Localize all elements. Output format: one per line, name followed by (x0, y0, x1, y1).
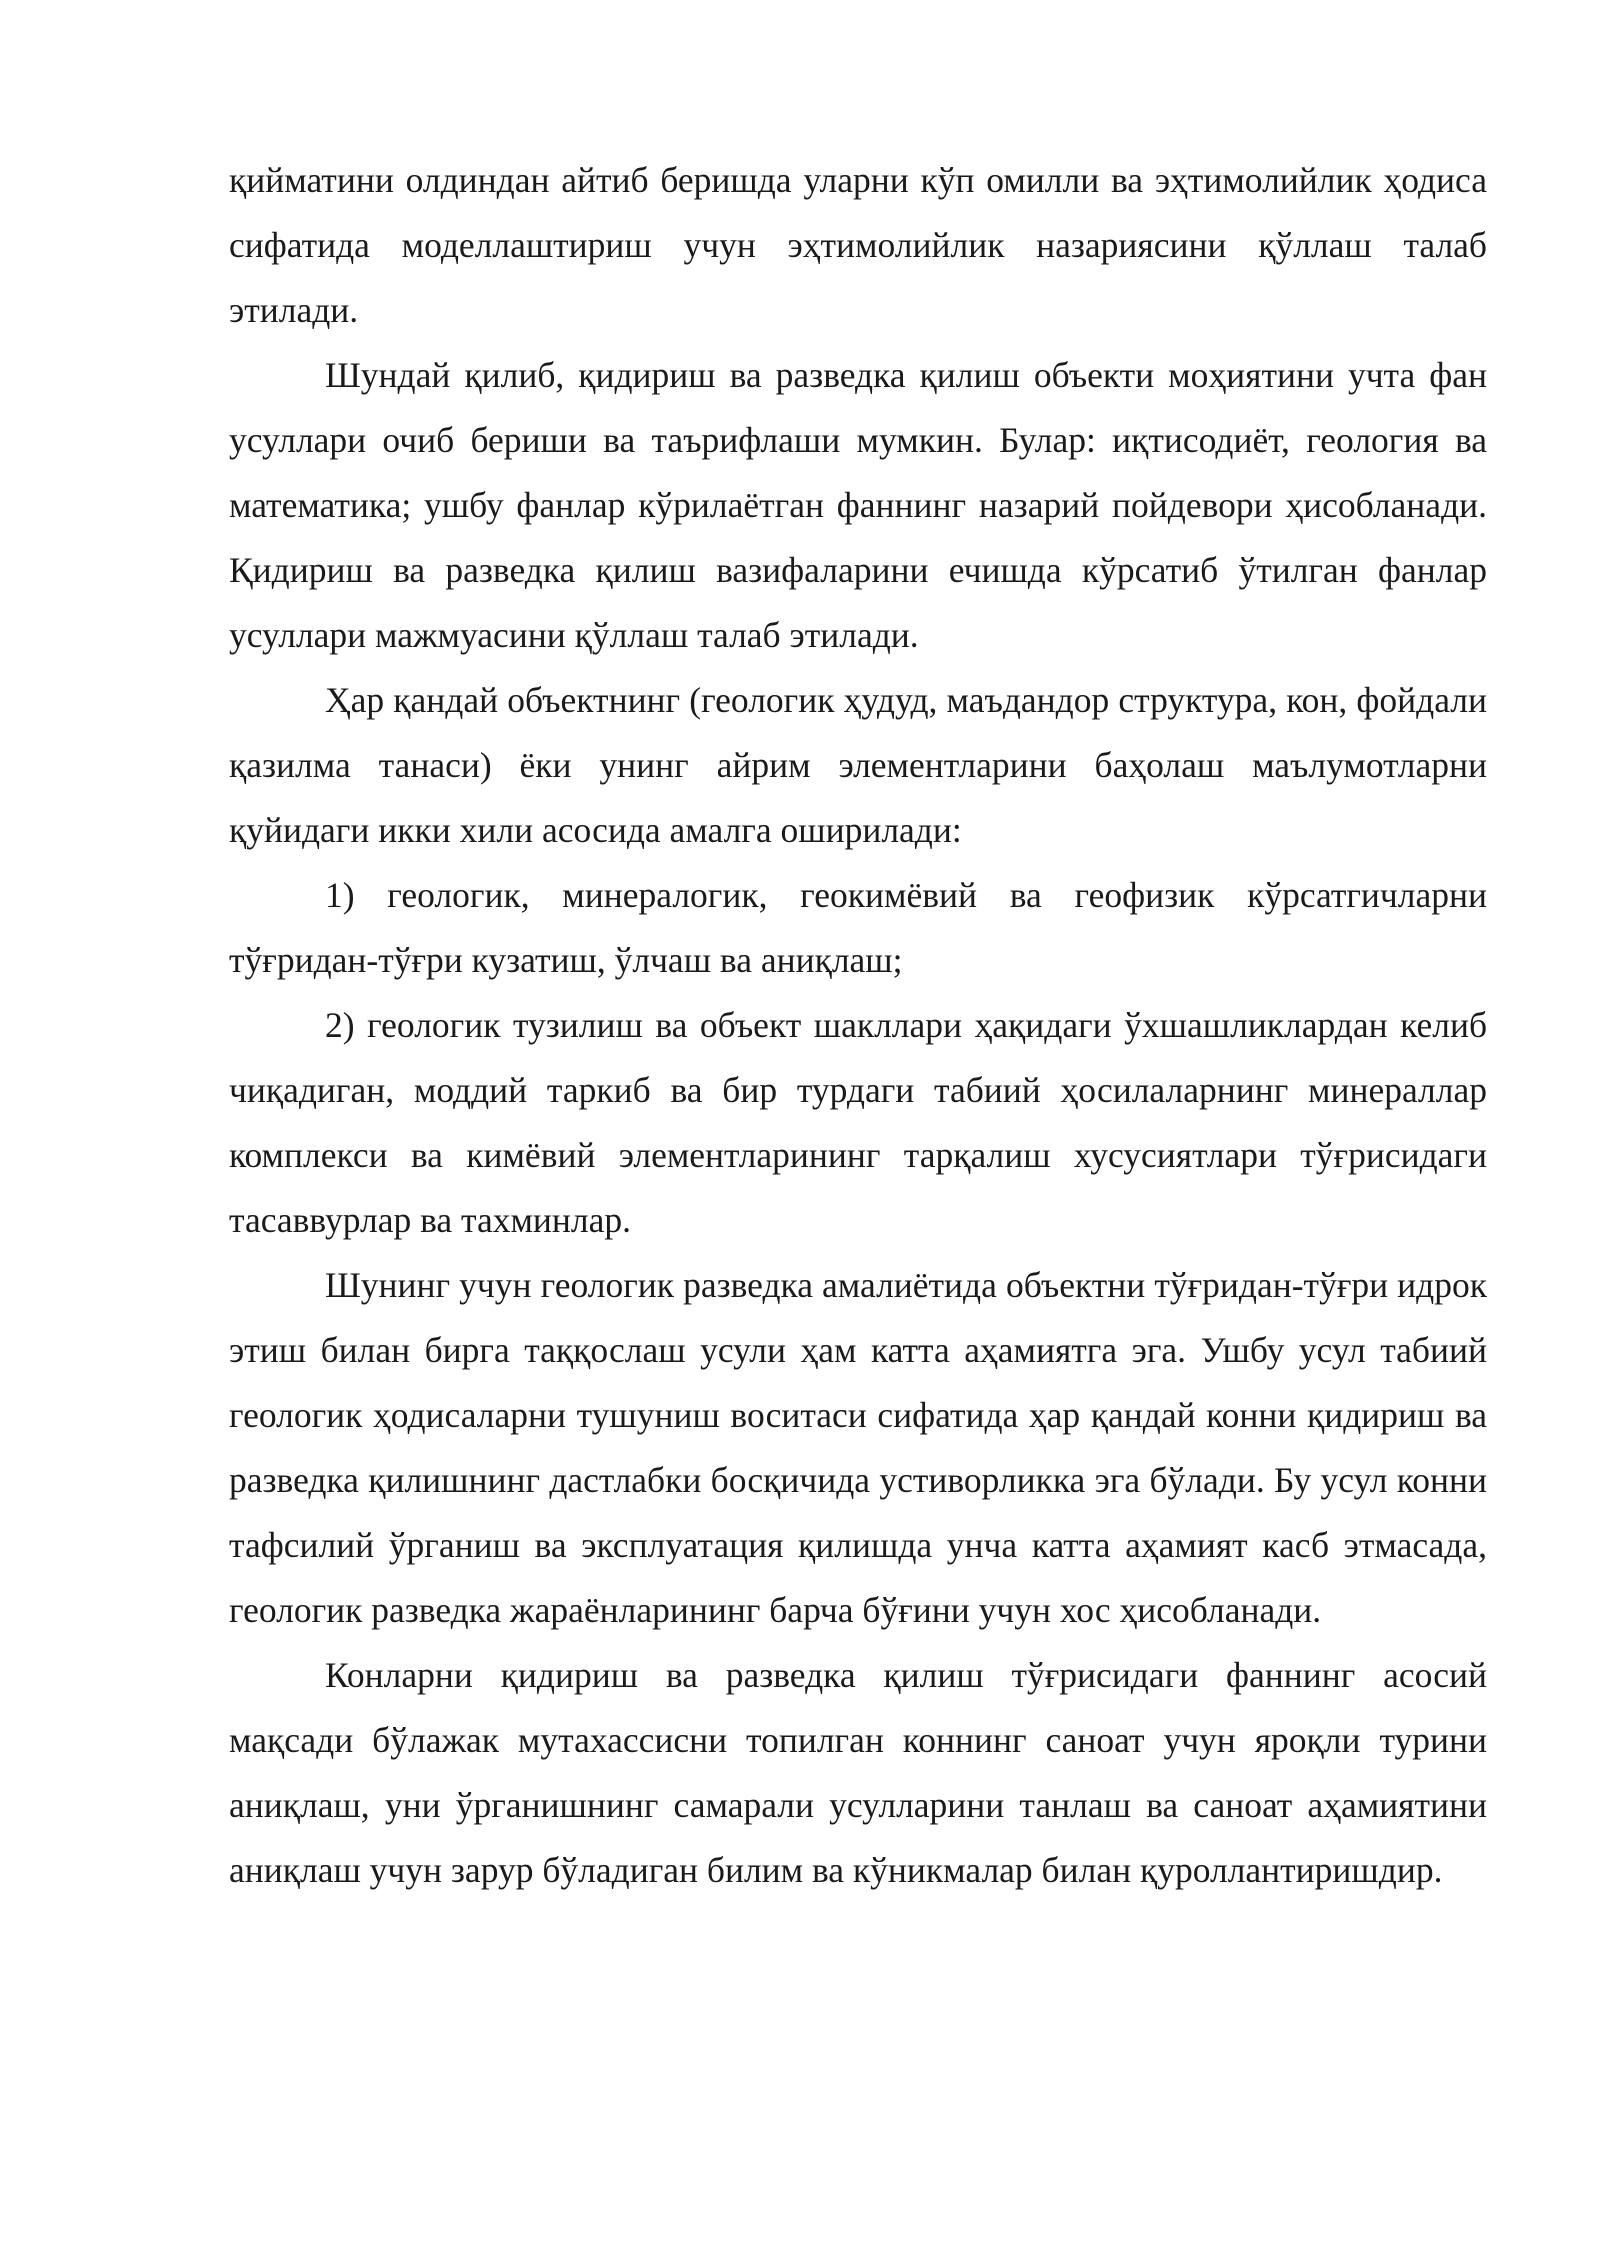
list-item-paragraph: 2) геологик тузилиш ва объект шакллари ҳақидаги ўхшашликлардан келиб чиқадиган, моддий таркиб ва бир турдаги табиий ҳосилаларнинг минераллар комплекси ва кимёвий элементларининг тарқалиш хусусиятлари тўғрисидаги тасаввурлар ва тахминлар. (229, 1005, 1487, 1240)
paragraph: Конларни қидириш ва разведка қилиш тўғрисидаги фаннинг асосий мақсади бўлажак мутахассисни топилган коннинг саноат учун яроқли турини аниқлаш, уни ўрганишнинг самарали усулларини танлаш ва саноат аҳамиятини аниқлаш учун зарур бўладиган билим ва кўникмалар билан қуроллантиришдир. (229, 1655, 1487, 1890)
paragraph: Ҳар қандай объектнинг (геологик ҳудуд, маъдандор структура, кон, фойдали қазилма танаси) ёки унинг айрим элементларини баҳолаш маълумотларни қуйидаги икки хили асосида амалга оширилади: (229, 680, 1487, 850)
list-item-paragraph: 1) геологик, минералогик, геокимёвий ва геофизик кўрсатгичларни тўғридан-тўғри кузатиш, ўлчаш ва аниқлаш; (229, 875, 1487, 980)
paragraph-continuation: қийматини олдиндан айтиб беришда уларни кўп омилли ва эҳтимолийлик ҳодиса сифатида моделлаштириш учун эҳтимолийлик назариясини қўллаш талаб этилади. (229, 160, 1487, 330)
document-body (229, 148, 1487, 1903)
paragraph: Шунинг учун геологик разведка амалиётида объектни тўғридан-тўғри идрок этиш билан бирга таққослаш усули ҳам катта аҳамиятга эга. Ушбу усул табиий геологик ҳодисаларни тушуниш воситаси сифатида ҳар қандай конни қидириш ва разведка қилишнинг дастлабки босқичида устиворликка эга бўлади. Бу усул конни тафсилий ўрганиш ва эксплуатация қилишда унча катта аҳамият касб этмасада, геологик разведка жараёнларининг барча бўғини учун хос ҳисобланади. (229, 1265, 1487, 1630)
paragraph: Шундай қилиб, қидириш ва разведка қилиш объекти моҳиятини учта фан усуллари очиб бериши ва таърифлаши мумкин. Булар: иқтисодиёт, геология ва математика; ушбу фанлар кўрилаётган фаннинг назарий пойдевори ҳисобланади. Қидириш ва разведка қилиш вазифаларини ечишда кўрсатиб ўтилган фанлар усуллари мажмуасини қўллаш талаб этилади. (229, 355, 1487, 655)
